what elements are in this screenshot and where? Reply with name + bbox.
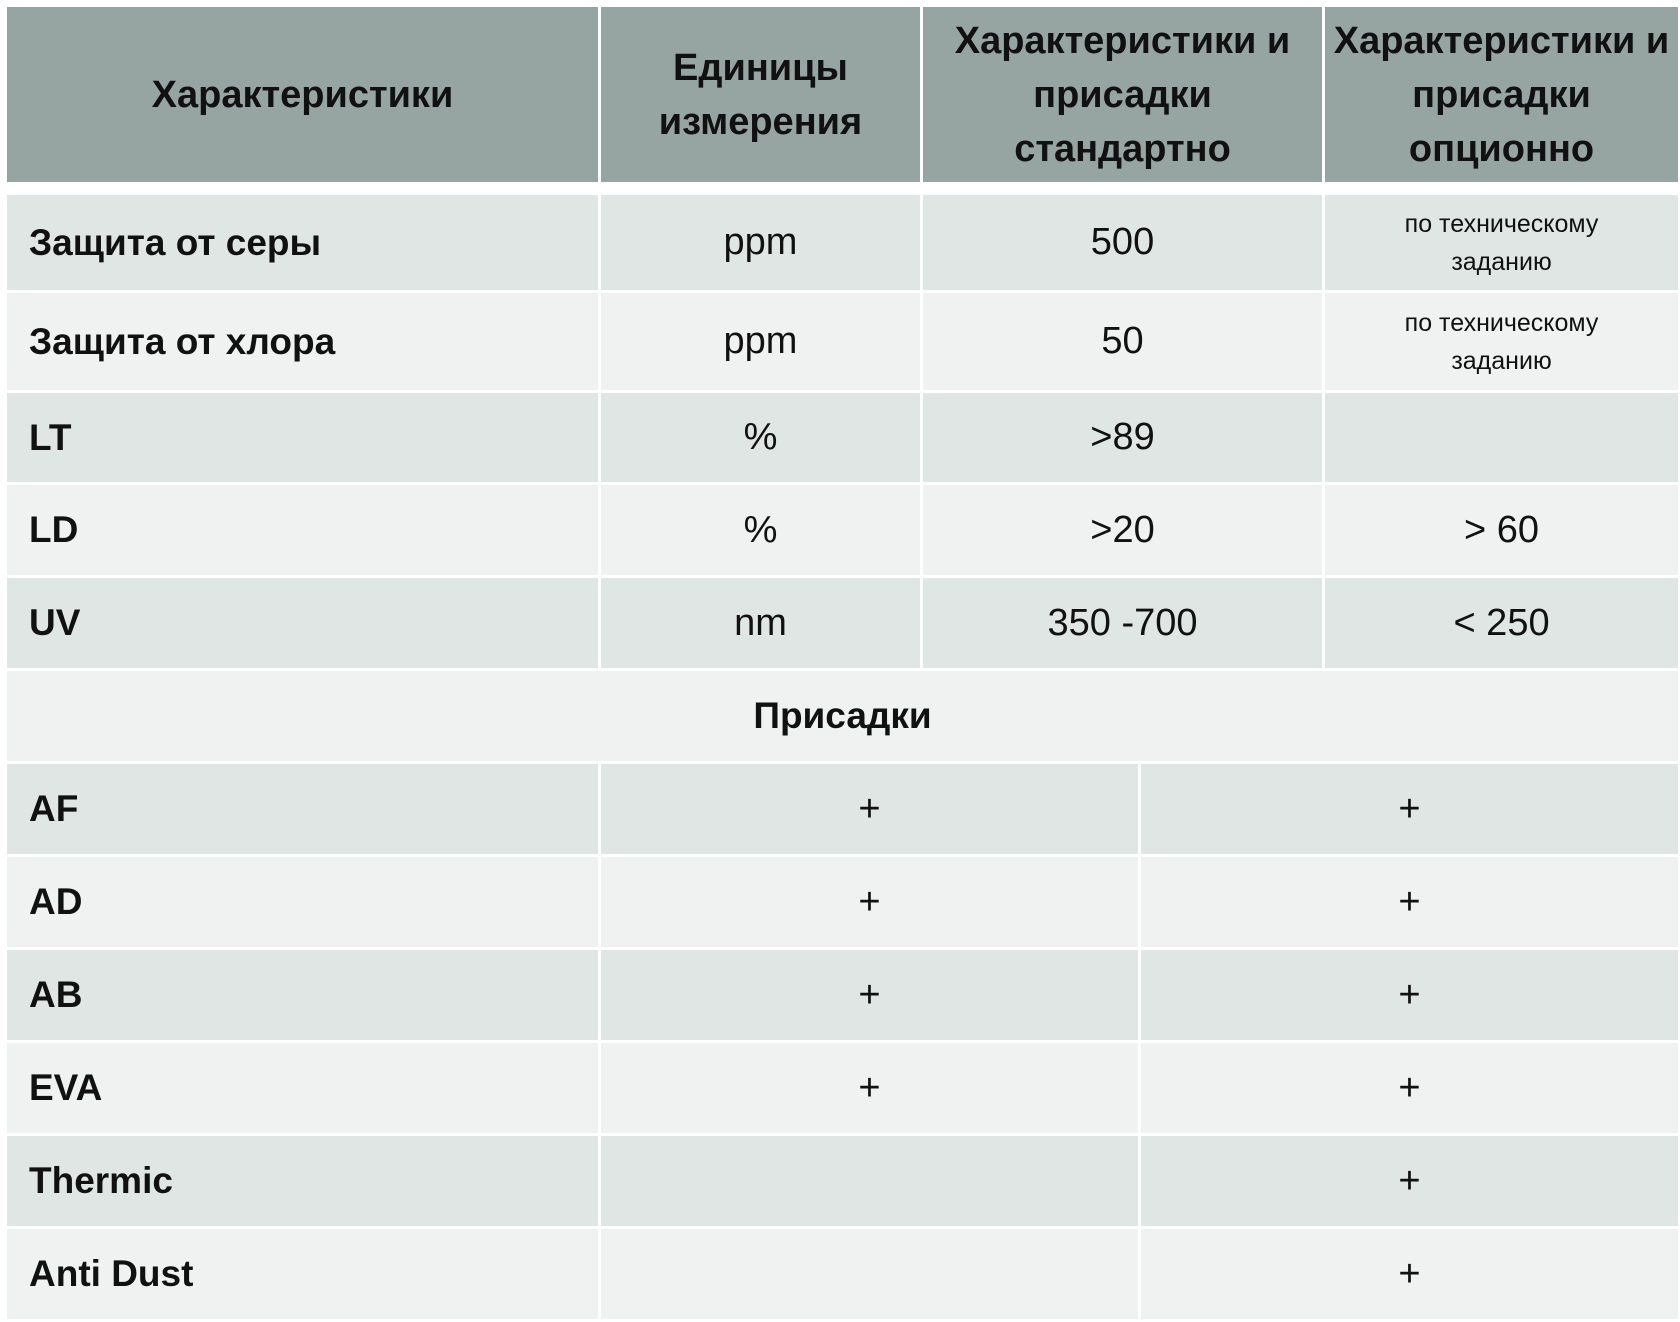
row-unit: % [600,392,922,484]
table-row [6,1228,1680,1321]
header-characteristics: Характеристики [6,6,600,184]
row-unit: % [600,484,922,577]
row-name: LT [6,392,600,484]
section-title: Присадки [6,670,1680,763]
additive-name: Thermic [6,1135,600,1228]
row-optional: по техническому заданию [1324,292,1680,392]
header-row [6,6,1680,184]
row-optional: > 60 [1324,484,1680,577]
row-standard: 500 [922,194,1324,292]
additive-name: EVA [6,1042,600,1135]
row-standard: 350 -700 [922,577,1324,670]
row-name: Защита от серы [6,194,600,292]
table-row [6,763,1680,856]
row-name: Защита от хлора [6,292,600,392]
header-units: Единицы измерения [600,6,922,184]
header-standard: Характеристики и присадки стандартно [922,6,1324,184]
table-row [6,949,1680,1042]
additive-name: Anti Dust [6,1228,600,1321]
row-unit: ppm [600,194,922,292]
spec-table [4,4,1680,1322]
table-row [6,194,1680,292]
additive-optional: + [1140,856,1680,949]
table-row [6,856,1680,949]
additive-optional: + [1140,1042,1680,1135]
row-name: LD [6,484,600,577]
row-standard: 50 [922,292,1324,392]
additive-name: AF [6,763,600,856]
row-optional: < 250 [1324,577,1680,670]
additive-standard [600,1135,1140,1228]
table-row [6,292,1680,392]
additive-standard: + [600,763,1140,856]
additive-optional: + [1140,1228,1680,1321]
table-row [6,1135,1680,1228]
additive-standard: + [600,949,1140,1042]
additive-name: AB [6,949,600,1042]
additive-optional: + [1140,949,1680,1042]
additive-standard [600,1228,1140,1321]
section-row [6,670,1680,763]
additive-optional: + [1140,763,1680,856]
row-name: UV [6,577,600,670]
table-row [6,484,1680,577]
header-optional: Характеристики и присадки опционно [1324,6,1680,184]
table-row [6,577,1680,670]
row-standard: >20 [922,484,1324,577]
table-row [6,1042,1680,1135]
row-standard: >89 [922,392,1324,484]
row-optional [1324,392,1680,484]
row-unit: ppm [600,292,922,392]
table-row [6,392,1680,484]
row-optional: по техническому заданию [1324,194,1680,292]
additive-name: AD [6,856,600,949]
row-unit: nm [600,577,922,670]
additive-optional: + [1140,1135,1680,1228]
gap-cell [6,184,1680,194]
additive-standard: + [600,1042,1140,1135]
additive-standard: + [600,856,1140,949]
header-gap [6,184,1680,194]
